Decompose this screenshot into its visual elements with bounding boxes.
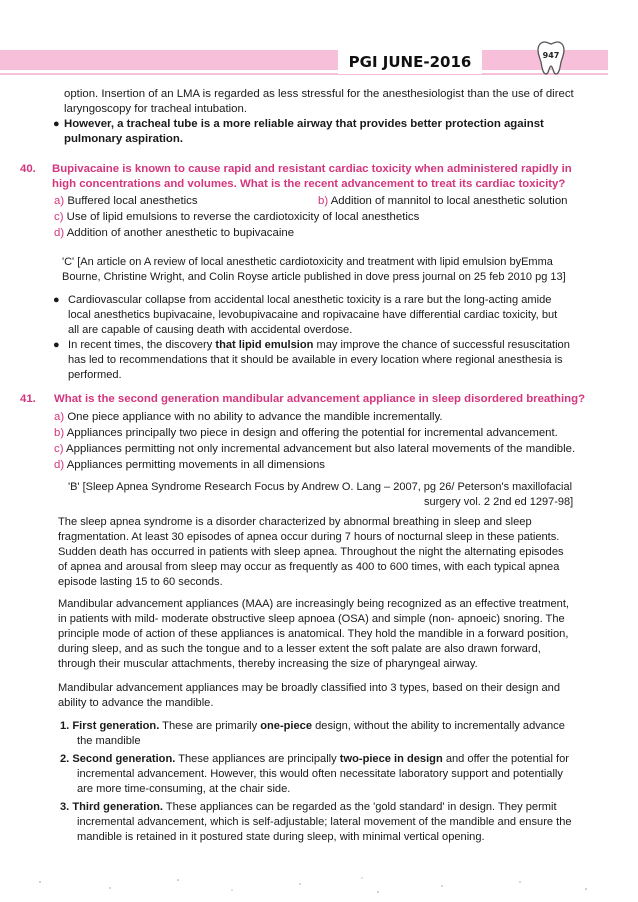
option-text: Addition of mannitol to local anesthetic solution bbox=[330, 195, 568, 207]
text-segment: These are primarily bbox=[162, 720, 258, 732]
para-2-line-3: principle mode of action of these appliances is anatomical. They hold the mandible in a forward position, bbox=[58, 628, 569, 640]
option-text: Buffered local anesthetics bbox=[67, 195, 198, 207]
list-item-1-line-1 bbox=[60, 719, 565, 734]
question-41-option-a bbox=[54, 410, 443, 425]
option-letter: d) bbox=[54, 459, 65, 471]
question-40-bullet-1-line-3: all are capable of causing death with accidental overdose. bbox=[68, 324, 353, 336]
text-segment-bold: that lipid emulsion bbox=[215, 339, 314, 351]
intro-line-2: laryngoscopy for tracheal intubation. bbox=[64, 103, 247, 115]
intro-line-1: option. Insertion of an LMA is regarded as less stressful for the anesthesiologist than the use of direct bbox=[64, 88, 574, 100]
text-segment: design, without the ability to incrementally advance bbox=[315, 720, 565, 732]
option-text: Addition of another anesthetic to bupivacaine bbox=[66, 227, 295, 239]
question-41-option-d bbox=[54, 458, 325, 473]
bullet-icon: ● bbox=[53, 294, 60, 306]
text-segment: These appliances can be regarded as the 'gold standard' in design. They permit bbox=[165, 801, 557, 813]
question-40-bullet-1-line-1: Cardiovascular collapse from accidental local anesthetic toxicity is a rare but the long-acting amide bbox=[68, 294, 552, 306]
para-1-line-3: Sudden death has occurred in patients with sleep apnea. Throughout the night the alternating episodes bbox=[58, 546, 564, 558]
list-item-3-line-1 bbox=[60, 800, 557, 815]
intro-bullet-line-2: pulmonary aspiration. bbox=[64, 133, 183, 145]
para-3-line-2: ability to advance the mandible. bbox=[58, 697, 214, 709]
question-40-answer-line-1: 'C' [An article on A review of local anesthetic cardiotoxicity and treatment with lipid emulsion byEmma bbox=[62, 256, 553, 268]
list-item-2-line-1 bbox=[60, 752, 569, 767]
list-item-3-line-2: incremental advancement, which is self-adjustable; lateral movement of the mandible and ensure the bbox=[77, 816, 572, 828]
option-letter: b) bbox=[54, 427, 65, 439]
para-1-line-2: fragmentation. At least 30 episodes of apnea occur during 7 hours of nocturnal sleep in these patients. bbox=[58, 531, 560, 543]
option-text: One piece appliance with no ability to advance the mandible incrementally. bbox=[67, 411, 443, 423]
list-title: Third generation. bbox=[72, 801, 163, 813]
list-number: 2. bbox=[60, 753, 70, 765]
text-segment: and offer the potential for bbox=[445, 753, 569, 765]
question-41-answer-line-2: surgery vol. 2 2nd ed 1297-98] bbox=[424, 496, 574, 508]
question-40-number: 40. bbox=[20, 163, 36, 175]
text-segment: may improve the chance of successful resuscitation bbox=[316, 339, 570, 351]
question-40-bullet-2-line-2: has led to recommendations that it should be available in every location where regional anesthesia is bbox=[68, 354, 563, 366]
option-letter: c) bbox=[54, 443, 64, 455]
list-item-1-line-2: the mandible bbox=[77, 735, 141, 747]
para-2-line-1: Mandibular advancement appliances (MAA) are increasingly being recognized as an effective treatment, bbox=[58, 598, 570, 610]
bullet-icon: ● bbox=[53, 339, 60, 351]
option-text: Appliances principally two piece in design and offering the potential for incremental advancement. bbox=[66, 427, 558, 439]
option-text: Appliances permitting not only incremental advancement but also lateral movements of the mandible. bbox=[66, 443, 576, 455]
question-41-stem: What is the second generation mandibular advancement appliance in sleep disordered breathing? bbox=[54, 393, 586, 405]
page-number: 947 bbox=[542, 51, 560, 60]
bullet-icon: ● bbox=[53, 118, 60, 130]
para-2-line-2: in patients with mild- moderate obstructive sleep apnoea (OSA) and simple (non- apnoeic) snoring. The bbox=[58, 613, 565, 625]
question-41-answer-line-1: 'B' [Sleep Apnea Syndrome Research Focus by Andrew O. Lang – 2007, pg 26/ Peterson's maxillofacial bbox=[68, 481, 573, 493]
question-40-bullet-2-line-3: performed. bbox=[68, 369, 122, 381]
text-segment-bold: one-piece bbox=[260, 720, 313, 732]
option-text: Use of lipid emulsions to reverse the cardiotoxicity of local anesthetics bbox=[66, 211, 420, 223]
para-2-line-5: through their muscular attachments, thereby increasing the size of pharyngeal airway. bbox=[58, 658, 478, 670]
option-letter: a) bbox=[54, 411, 65, 423]
question-41-number: 41. bbox=[20, 393, 36, 405]
para-1-line-4: of apnea and arousal from sleep may occur as frequently as 400 to 600 times, with each typical apnea bbox=[58, 561, 560, 573]
list-item-3-line-3: mandible is retained in it postured state during sleep, with minimal vertical opening. bbox=[77, 831, 485, 843]
question-40-option-b bbox=[318, 194, 568, 209]
list-number: 3. bbox=[60, 801, 70, 813]
para-3-line-1: Mandibular advancement appliances may be broadly classified into 3 types, based on their design and bbox=[58, 682, 560, 694]
list-item-2-line-3: are more time-consuming, at the chair side. bbox=[77, 783, 291, 795]
option-letter: d) bbox=[54, 227, 65, 239]
question-40-stem-line-2: high concentrations and volumes. What is the recent advancement to treat its cardiac toxicity? bbox=[52, 178, 566, 190]
question-41-option-b bbox=[54, 426, 558, 441]
question-41-option-c bbox=[54, 442, 575, 457]
question-40-option-a bbox=[54, 194, 198, 209]
question-40-bullet-2-line-1 bbox=[68, 338, 570, 353]
list-item-2-line-2: incremental advancement. However, this would often necessitate laboratory support and potentially bbox=[77, 768, 563, 780]
list-number: 1. bbox=[60, 720, 70, 732]
question-40-option-c bbox=[54, 210, 419, 225]
list-title: First generation. bbox=[72, 720, 160, 732]
list-title: Second generation. bbox=[72, 753, 176, 765]
question-40-bullet-1-line-2: local anesthetics bupivacaine, levobupivacaine and ropivacaine have differential cardiac toxicity, but bbox=[68, 309, 558, 321]
intro-bullet-line-1: However, a tracheal tube is a more reliable airway that provides better protection against bbox=[64, 118, 544, 130]
page-title: PGI JUNE-2016 bbox=[338, 50, 482, 74]
option-letter: b) bbox=[318, 195, 329, 207]
para-1-line-1: The sleep apnea syndrome is a disorder characterized by abnormal breathing in sleep and sleep bbox=[58, 516, 532, 528]
scan-noise bbox=[0, 870, 638, 900]
para-1-line-5: episode lasting 15 to 60 seconds. bbox=[58, 576, 223, 588]
option-text: Appliances permitting movements in all dimensions bbox=[66, 459, 325, 471]
option-letter: c) bbox=[54, 211, 64, 223]
text-segment-bold: two-piece in design bbox=[339, 753, 443, 765]
option-letter: a) bbox=[54, 195, 65, 207]
text-segment: These appliances are principally bbox=[178, 753, 337, 765]
para-2-line-4: during sleep, and as such the tongue and to a lesser extent the soft palate are also drawn forward, bbox=[58, 643, 541, 655]
question-40-stem-line-1: Bupivacaine is known to cause rapid and resistant cardiac toxicity when administered rapidly in bbox=[52, 163, 572, 175]
question-40-option-d bbox=[54, 226, 294, 241]
question-40-answer-line-2: Bourne, Christine Wright, and Colin Royse article published in dove press journal on 25 feb 2010 pg 13] bbox=[62, 271, 566, 283]
text-segment: In recent times, the discovery bbox=[68, 339, 213, 351]
